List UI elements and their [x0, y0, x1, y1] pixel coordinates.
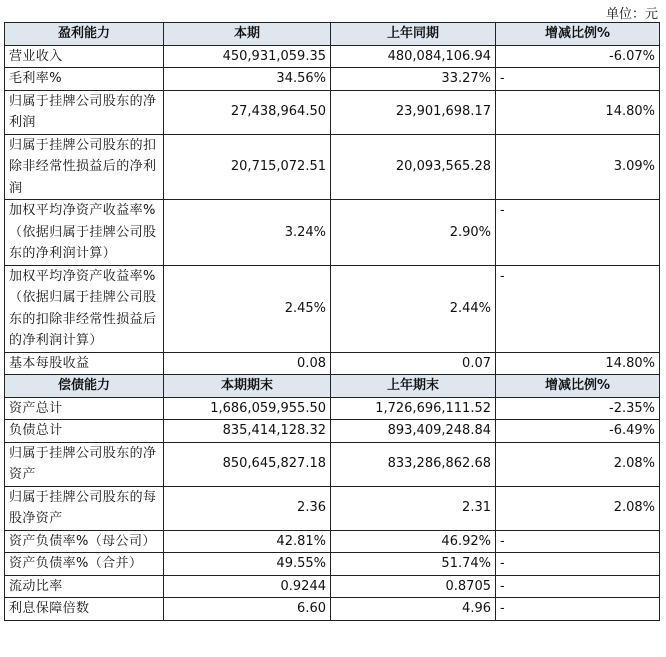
change-value: - [496, 553, 660, 576]
prior-value: 893,409,248.84 [331, 420, 496, 443]
prior-value: 46.92% [331, 530, 496, 553]
header-row-solvency [5, 375, 660, 398]
row-label: 资产总计 [5, 397, 164, 420]
change-value: 2.08% [496, 486, 660, 530]
row-label: 归属于挂牌公司股东的净利润 [5, 90, 164, 134]
header-prior-period-end: 上年期末 [331, 375, 496, 398]
table-row [5, 90, 660, 134]
current-value: 6.60 [164, 598, 331, 621]
table-row [5, 352, 660, 375]
current-value: 49.55% [164, 553, 331, 576]
change-value: 14.80% [496, 352, 660, 375]
change-value: - [496, 68, 660, 91]
row-label: 归属于挂牌公司股东的每股净资产 [5, 486, 164, 530]
financial-indicators-table [4, 22, 660, 621]
table-row [5, 553, 660, 576]
header-change-ratio: 增减比例% [496, 375, 660, 398]
table-row [5, 486, 660, 530]
financial-table-wrap [4, 22, 659, 621]
row-label: 资产负债率%（母公司） [5, 530, 164, 553]
table-row [5, 45, 660, 68]
prior-value: 4.96 [331, 598, 496, 621]
unit-label: 单位：元 [605, 7, 658, 22]
change-value: - [496, 265, 660, 352]
prior-value: 51.74% [331, 553, 496, 576]
table-row [5, 397, 660, 420]
prior-value: 33.27% [331, 68, 496, 91]
row-label: 归属于挂牌公司股东的扣除非经常性损益后的净利润 [5, 134, 164, 200]
table-row [5, 530, 660, 553]
current-value: 2.45% [164, 265, 331, 352]
row-label: 毛利率% [5, 68, 164, 91]
table-row [5, 575, 660, 598]
current-value: 0.08 [164, 352, 331, 375]
header-row-profitability [5, 23, 660, 46]
row-label: 加权平均净资产收益率%（依据归属于挂牌公司股东的净利润计算） [5, 200, 164, 266]
prior-value: 480,084,106.94 [331, 45, 496, 68]
change-value: - [496, 200, 660, 266]
row-label: 负债总计 [5, 420, 164, 443]
row-label: 营业收入 [5, 45, 164, 68]
change-value: 14.80% [496, 90, 660, 134]
prior-value: 20,093,565.28 [331, 134, 496, 200]
current-value: 1,686,059,955.50 [164, 397, 331, 420]
current-value: 27,438,964.50 [164, 90, 331, 134]
table-row [5, 420, 660, 443]
table-row [5, 134, 660, 200]
prior-value: 833,286,862.68 [331, 442, 496, 486]
table-row [5, 68, 660, 91]
table-row [5, 265, 660, 352]
change-value: -6.49% [496, 420, 660, 443]
current-value: 0.9244 [164, 575, 331, 598]
change-value: -6.07% [496, 45, 660, 68]
prior-value: 23,901,698.17 [331, 90, 496, 134]
header-solvency: 偿债能力 [5, 375, 164, 398]
row-label: 归属于挂牌公司股东的净资产 [5, 442, 164, 486]
header-period-end: 本期期末 [164, 375, 331, 398]
prior-value: 0.07 [331, 352, 496, 375]
change-value: - [496, 598, 660, 621]
row-label: 利息保障倍数 [5, 598, 164, 621]
header-prior-period: 上年同期 [331, 23, 496, 46]
current-value: 3.24% [164, 200, 331, 266]
row-label: 资产负债率%（合并） [5, 553, 164, 576]
prior-value: 1,726,696,111.52 [331, 397, 496, 420]
change-value: - [496, 530, 660, 553]
current-value: 450,931,059.35 [164, 45, 331, 68]
prior-value: 2.44% [331, 265, 496, 352]
current-value: 20,715,072.51 [164, 134, 331, 200]
change-value: 2.08% [496, 442, 660, 486]
header-current-period: 本期 [164, 23, 331, 46]
current-value: 850,645,827.18 [164, 442, 331, 486]
row-label: 流动比率 [5, 575, 164, 598]
row-label: 基本每股收益 [5, 352, 164, 375]
table-row [5, 598, 660, 621]
change-value: 3.09% [496, 134, 660, 200]
prior-value: 2.31 [331, 486, 496, 530]
current-value: 34.56% [164, 68, 331, 91]
table-row [5, 200, 660, 266]
change-value: - [496, 575, 660, 598]
change-value: -2.35% [496, 397, 660, 420]
table-row [5, 442, 660, 486]
prior-value: 2.90% [331, 200, 496, 266]
prior-value: 0.8705 [331, 575, 496, 598]
current-value: 2.36 [164, 486, 331, 530]
current-value: 835,414,128.32 [164, 420, 331, 443]
header-profitability: 盈利能力 [5, 23, 164, 46]
current-value: 42.81% [164, 530, 331, 553]
header-change-ratio: 增减比例% [496, 23, 660, 46]
row-label: 加权平均净资产收益率%（依据归属于挂牌公司股东的扣除非经常性损益后的净利润计算） [5, 265, 164, 352]
